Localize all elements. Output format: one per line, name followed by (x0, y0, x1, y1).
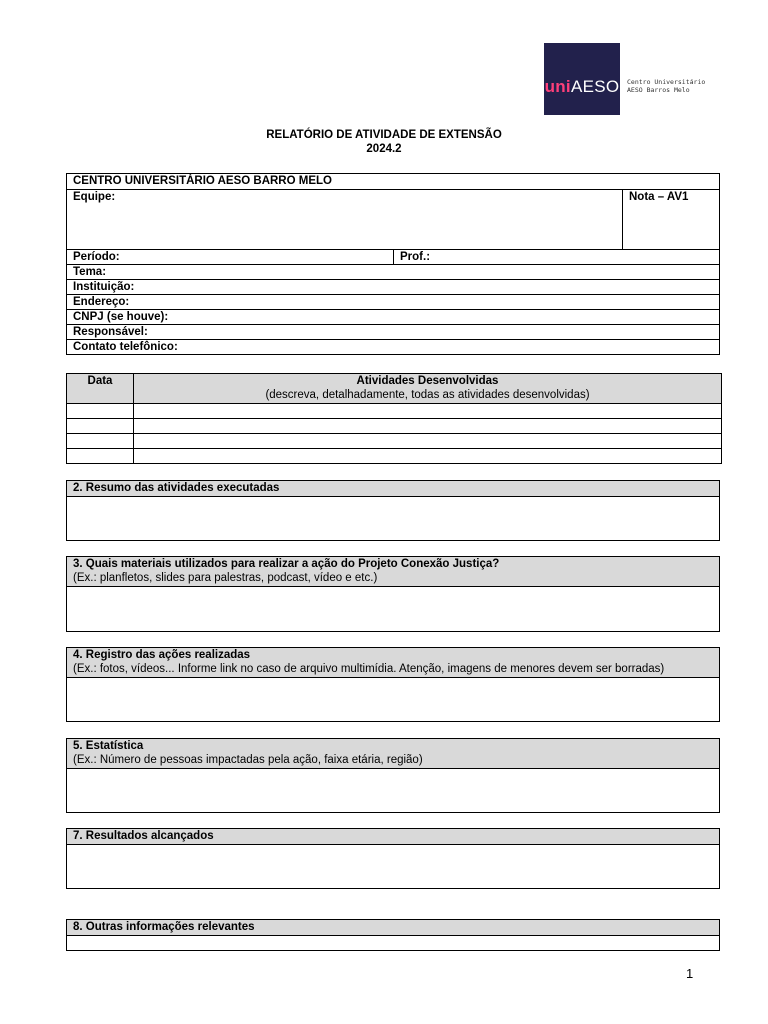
section-materials-body[interactable] (67, 587, 720, 632)
responsible-field[interactable]: Responsável: (67, 325, 720, 340)
section-statistics-title: 5. Estatística (73, 740, 144, 752)
section-statistics-body[interactable] (67, 769, 720, 813)
teacher-field[interactable]: Prof.: (394, 250, 720, 265)
section-other-info-title: 8. Outras informações relevantes (67, 920, 720, 936)
title-line1: RELATÓRIO DE ATIVIDADE DE EXTENSÃO (266, 129, 502, 141)
team-field[interactable]: Equipe: (67, 190, 623, 250)
cnpj-field[interactable]: CNPJ (se houve): (67, 310, 720, 325)
table-row (67, 404, 722, 419)
section-materials-hint: (Ex.: planfletos, slides para palestras, podcast, vídeo e etc.) (73, 572, 378, 584)
page-number: 1 (686, 966, 694, 981)
institution-field[interactable]: Instituição: (67, 280, 720, 295)
activity-cell[interactable] (134, 449, 722, 464)
info-table (66, 173, 720, 355)
activities-table (66, 373, 722, 464)
section-materials-title: 3. Quais materiais utilizados para realizar a ação do Projeto Conexão Justiça? (73, 558, 500, 570)
date-cell[interactable] (67, 404, 134, 419)
theme-field[interactable]: Tema: (67, 265, 720, 280)
grade-field[interactable]: Nota – AV1 (623, 190, 720, 250)
section-records-title: 4. Registro das ações realizadas (73, 649, 251, 661)
period-field[interactable]: Período: (67, 250, 394, 265)
date-cell[interactable] (67, 419, 134, 434)
section-statistics-header (67, 739, 720, 769)
address-field[interactable]: Endereço: (67, 295, 720, 310)
section-other-info-body[interactable] (67, 936, 720, 951)
section-results-body[interactable] (67, 845, 720, 889)
section-summary-body[interactable] (67, 497, 720, 541)
date-cell[interactable] (67, 434, 134, 449)
date-cell[interactable] (67, 449, 134, 464)
activity-cell[interactable] (134, 404, 722, 419)
activity-cell[interactable] (134, 419, 722, 434)
section-statistics (66, 738, 720, 813)
section-summary-title: 2. Resumo das atividades executadas (67, 481, 720, 497)
section-records-body[interactable] (67, 678, 720, 722)
section-records-header (67, 648, 720, 678)
section-results-title: 7. Resultados alcançados (67, 829, 720, 845)
table-row (67, 434, 722, 449)
section-records (66, 647, 720, 722)
brand-wordmark: uniAESO (544, 77, 620, 96)
section-materials (66, 556, 720, 632)
activities-column-header: Atividades Desenvolvidas (descreva, detalhadamente, todas as atividades desenvolvidas) (134, 374, 722, 404)
activity-cell[interactable] (134, 434, 722, 449)
brand-caption: Centro Universitário AESO Barros Melo (627, 78, 706, 94)
table-row (67, 419, 722, 434)
brand-logo (544, 43, 620, 115)
section-summary (66, 480, 720, 541)
table-row (67, 449, 722, 464)
section-statistics-hint: (Ex.: Número de pessoas impactadas pela ação, faixa etária, região) (73, 754, 423, 766)
date-column-header: Data (67, 374, 134, 404)
title-line2: 2024.2 (366, 143, 402, 155)
document-title (0, 128, 768, 156)
institution-name: CENTRO UNIVERSITÁRIO AESO BARRO MELO (67, 174, 720, 190)
section-other-info (66, 919, 720, 951)
section-records-hint: (Ex.: fotos, vídeos... Informe link no caso de arquivo multimídia. Atenção, imagens de menores devem ser borradas) (73, 663, 665, 675)
section-materials-header (67, 557, 720, 587)
phone-field[interactable]: Contato telefônico: (67, 340, 720, 355)
section-results (66, 828, 720, 889)
